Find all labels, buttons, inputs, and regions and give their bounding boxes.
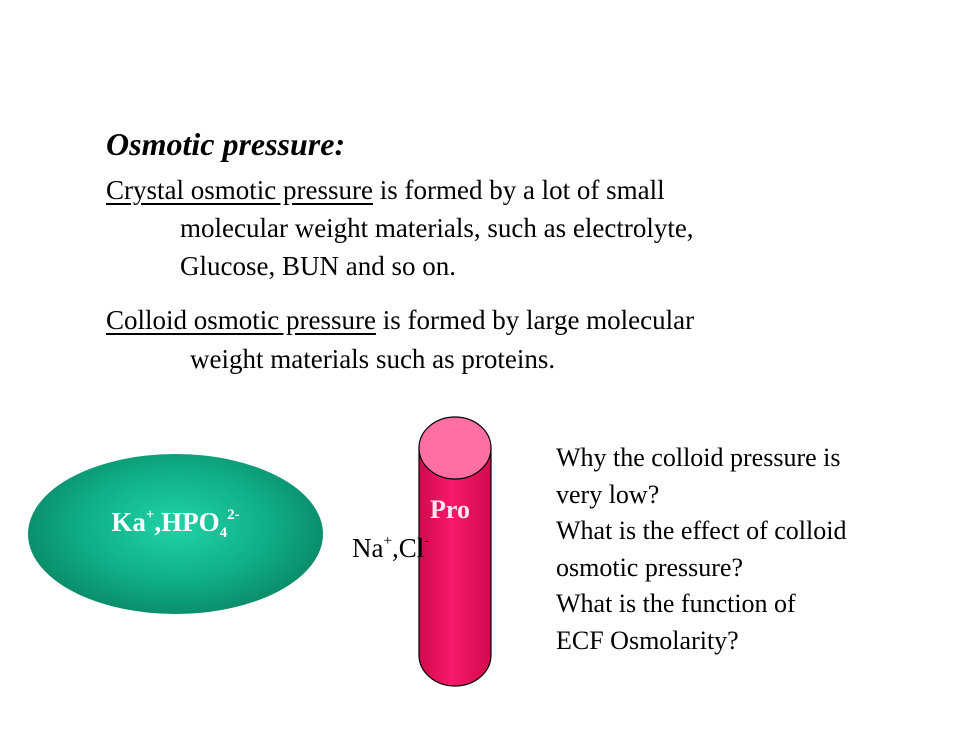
cylinder-top (419, 417, 491, 479)
intracellular-ion-label (28, 504, 323, 551)
question-list (556, 440, 846, 659)
colloid-line1-rest: is formed by large molecular (375, 305, 695, 335)
ion-separator-2: , (391, 533, 399, 563)
colloid-term: Colloid osmotic pressure (106, 305, 376, 335)
extracellular-ion-label (352, 530, 429, 566)
ion-hpo-charge: 2- (227, 507, 240, 523)
cylinder-body (419, 448, 491, 686)
crystal-paragraph-line-3: Glucose, BUN and so on. (180, 251, 456, 281)
question-line: ECF Osmolarity? (556, 625, 739, 655)
ion-ka: Ka (111, 507, 146, 537)
ion-na: Na (352, 533, 384, 563)
crystal-paragraph-line-2: molecular weight materials, such as electrolyte, (180, 213, 694, 243)
ion-hpo: HPO (161, 507, 220, 537)
protein-label: Pro (430, 495, 470, 524)
question-line: What is the effect of colloid (556, 516, 847, 545)
colloid-paragraph-line-1 (106, 302, 694, 338)
crystal-paragraph-line-1 (106, 172, 665, 208)
colloid-paragraph-line-2: weight materials such as proteins. (190, 344, 556, 374)
question-line: Why the colloid pressure is (556, 443, 841, 472)
crystal-line1-rest: is formed by a lot of small (372, 175, 665, 205)
question-line: What is the function of (556, 589, 796, 618)
ion-separator: , (154, 507, 162, 537)
ion-cl: Cl (398, 533, 425, 563)
ion-na-charge: + (383, 533, 392, 549)
ion-cl-charge: - (424, 533, 430, 549)
crystal-term: Crystal osmotic pressure (106, 175, 373, 205)
ion-ka-charge: + (145, 507, 155, 523)
slide-heading: Osmotic pressure: (106, 126, 346, 162)
ion-hpo-subscript: 4 (219, 525, 228, 541)
question-line: osmotic pressure? (556, 552, 744, 582)
question-line: very low? (556, 479, 660, 509)
